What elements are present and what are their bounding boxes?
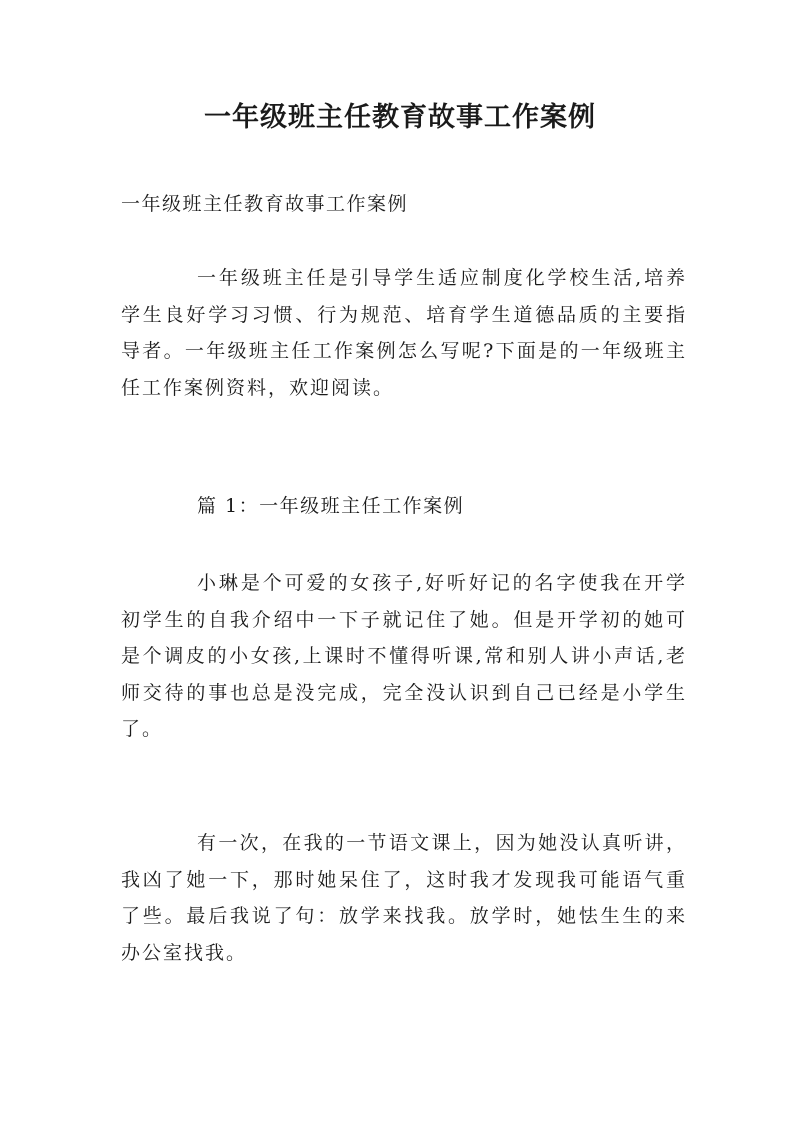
document-title: 一年级班主任教育故事工作案例 [204, 102, 596, 133]
document-subtitle: 一年级班主任教育故事工作案例 [121, 193, 409, 215]
intro-paragraph: 一年级班主任是引导学生适应制度化学校生活,培养学生良好学习习惯、行为规范、培育学生道德品质的主要指导者。一年级班主任工作案例怎么写呢?下面是的一年级班主任工作案例资料，欢迎阅读。 [121, 267, 687, 399]
section-heading: 篇 1：一年级班主任工作案例 [197, 495, 465, 517]
story-paragraph-1: 小琳是个可爱的女孩子,好听好记的名字使我在开学初学生的自我介绍中一下子就记住了她。但是开学初的她可是个调皮的小女孩,上课时不懂得听课,常和别人讲小声话,老师交待的事也总是没完成，完全没认识到自己已经是小学生了。 [121, 572, 687, 740]
story-paragraph-2: 有一次，在我的一节语文课上，因为她没认真听讲，我凶了她一下，那时她呆住了，这时我才发现我可能语气重了些。最后我说了句：放学来找我。放学时，她怯生生的来办公室找我。 [121, 832, 687, 964]
